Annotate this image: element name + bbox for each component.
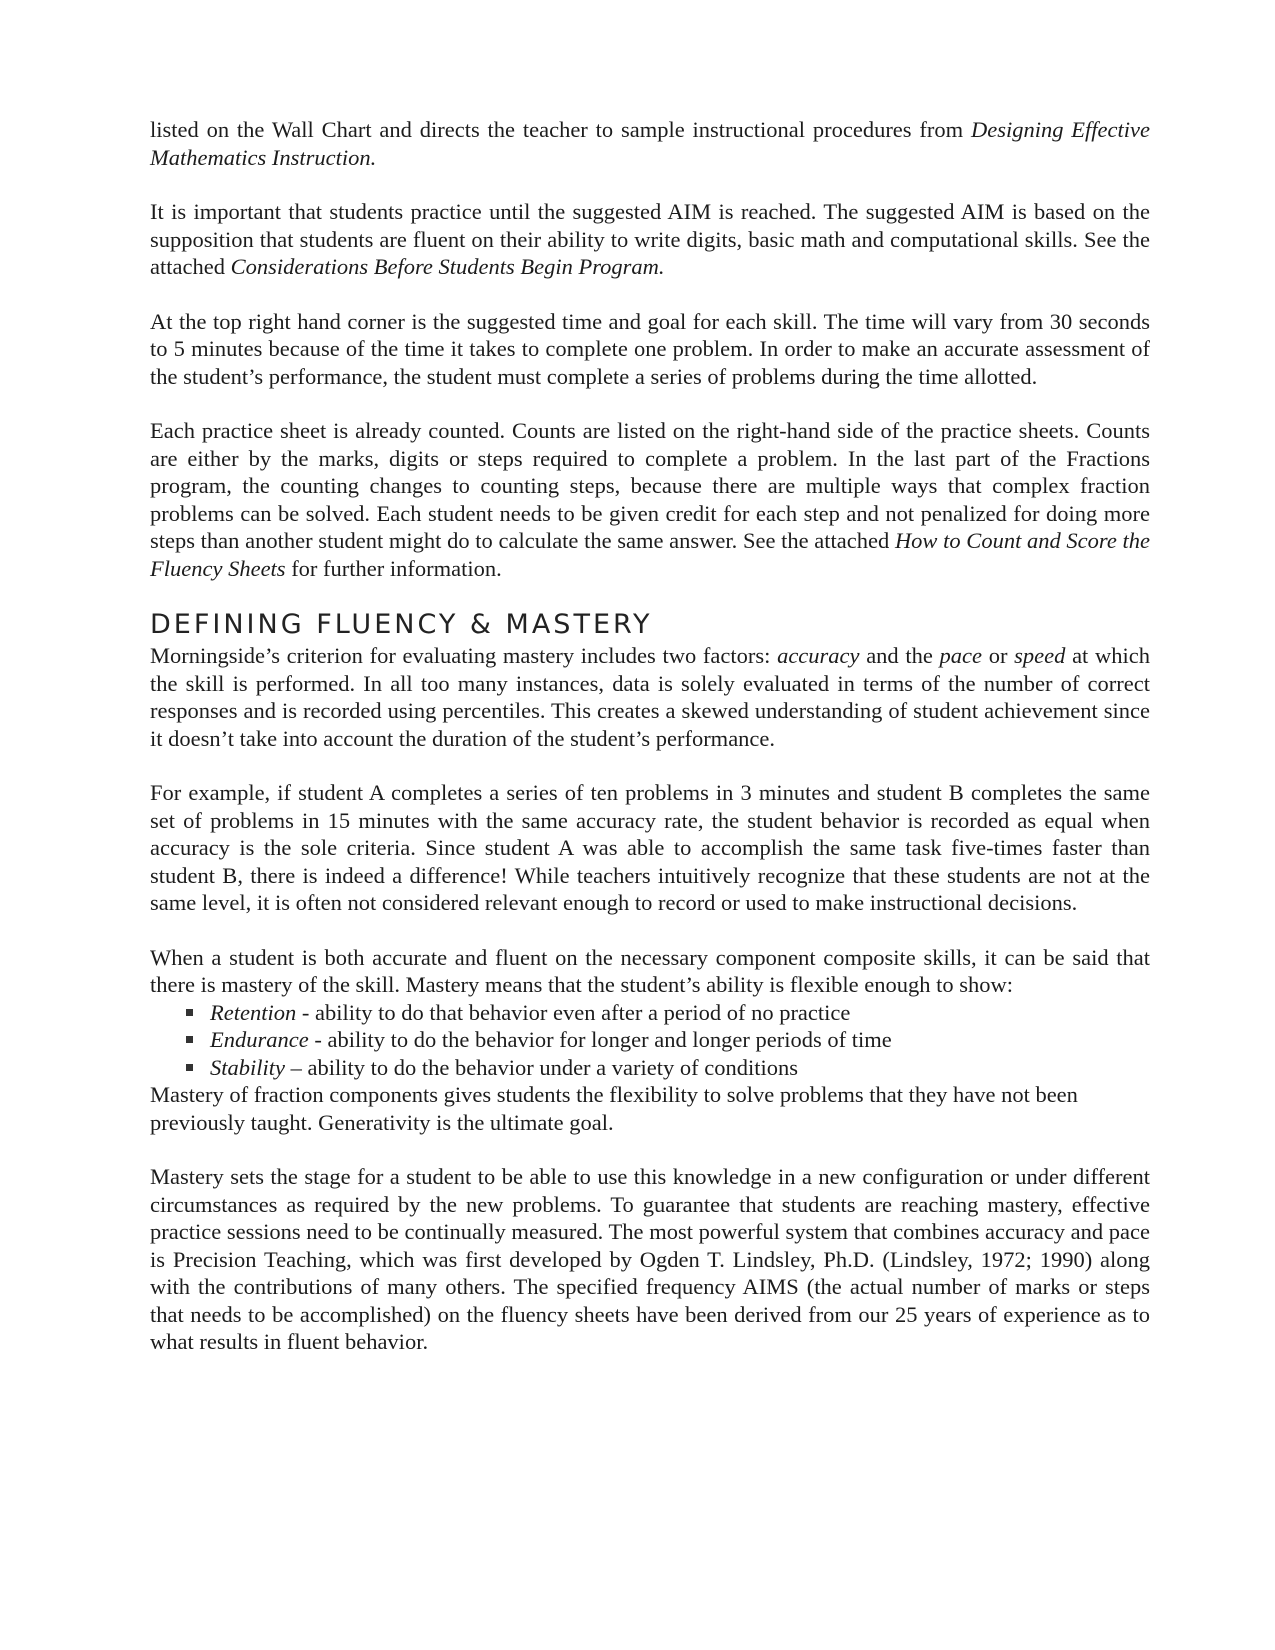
bullet-text: - ability to do the behavior for longer and longer periods of time <box>308 1027 892 1052</box>
bullet-term: Retention <box>210 999 297 1025</box>
text-run: listed on the Wall Chart and directs the teacher to sample instructional procedures from <box>150 117 971 142</box>
list-item <box>210 1026 1150 1054</box>
paragraph-time-and-goal <box>150 308 1150 391</box>
text-run: and the <box>859 643 940 668</box>
term-emphasis: speed <box>1014 643 1066 668</box>
text-run: At the top right hand corner is the suggested time and goal for each skill. The time will vary from 30 seconds to 5 minutes because of the time it takes to complete one problem. In order to make an accurate assessment of the student’s performance, the student must complete a series of problems during the time allotted. <box>150 308 1150 389</box>
reference-title-emphasis: Considerations Before Students Begin Program. <box>230 254 665 279</box>
list-item <box>210 999 1150 1027</box>
text-run: at which the skill is performed. In all too many instances, data is solely evaluated in terms of the number of correct responses and is recorded using percentiles. This creates a skewed understanding of student achievement since it doesn’t take into account the duration of the student’s performance. <box>150 643 1150 751</box>
text-run: Mastery sets the stage for a student to be able to use this knowledge in a new configuration or under different circumstances as required by the new problems. To guarantee that students are reaching mastery, effective practice sessions need to be continually measured. The most powerful system that combines accuracy and pace is Precision Teaching, which was first developed by Ogden T. Lindsley, Ph.D. (Lindsley, 1972; 1990) along with the contributions of many others. The specified frequency AIMS (the actual number of marks or steps that needs to be accomplished) on the fluency sheets have been derived from our 25 years of experience as to what results in fluent behavior. <box>150 1164 1150 1354</box>
term-emphasis: pace <box>939 643 983 668</box>
paragraph-example <box>150 779 1150 917</box>
paragraph-mastery-definition <box>150 944 1150 999</box>
text-run: or <box>982 643 1015 668</box>
text-run: For example, if student A completes a series of ten problems in 3 minutes and student B completes the same set of problems in 15 minutes with the same accuracy rate, the student behavior is recorded as equal when accuracy is the sole criteria. Since student A was able to accomplish the same task five-times faster than student B, there is indeed a difference! While teachers intuitively recognize that these students are not at the same level, it is often not considered relevant enough to record or used to make instructional decisions. <box>150 780 1150 915</box>
bullet-text: – ability to do the behavior under a variety of conditions <box>285 1054 798 1080</box>
text-run: It is important that students practice until the suggested AIM is reached. The suggested AIM is based on the supposition that students are fluent on their ability to write digits, basic math and computational skills. See the attached <box>150 199 1150 279</box>
paragraph-practice-sheet-counts <box>150 417 1150 582</box>
paragraph-wall-chart <box>150 116 1150 171</box>
list-item <box>210 1054 1150 1082</box>
paragraph-mastery-criterion <box>150 642 1150 752</box>
section-heading: DEFINING FLUENCY & MASTERY <box>150 609 653 640</box>
paragraph-generativity <box>150 1081 1150 1136</box>
bullet-text: - ability to do that behavior even after a period of no practice <box>296 999 851 1025</box>
paragraph-precision-teaching <box>150 1163 1150 1356</box>
square-bullet-icon <box>186 1064 193 1071</box>
bullet-term: Endurance <box>210 1027 309 1052</box>
square-bullet-icon <box>186 1036 193 1043</box>
bullet-term: Stability <box>210 1054 285 1080</box>
text-run: for further information. <box>285 555 502 581</box>
document-page <box>150 116 1150 1356</box>
text-run: When a student is both accurate and fluent on the necessary component composite skills, it can be said that there is mastery of the skill. Mastery means that the student’s ability is flexible enough to show: <box>150 944 1150 997</box>
reference-title-emphasis: How to Count and Score the Fluency Sheets <box>150 528 1150 581</box>
mastery-bullet-list <box>150 999 1150 1082</box>
square-bullet-icon <box>186 1009 193 1016</box>
term-emphasis: accuracy <box>777 643 860 668</box>
text-run: Mastery of fraction components gives students the flexibility to solve problems that they have not been previously taught. Generativity is the ultimate goal. <box>150 1082 1078 1135</box>
paragraph-suggested-aim <box>150 198 1150 281</box>
text-run: Morningside’s criterion for evaluating mastery includes two factors: <box>150 643 778 668</box>
text-run: Each practice sheet is already counted. Counts are listed on the right-hand side of the practice sheets. Counts are either by the marks, digits or steps required to complete a problem. In the last part of the Fractions program, the counting changes to counting steps, because there are multiple ways that complex fraction problems can be solved. Each student needs to be given credit for each step and not penalized for doing more steps than another student might do to calculate the same answer. See the attached <box>150 418 1150 553</box>
book-title-emphasis: Designing Effective Mathematics Instruction. <box>150 117 1150 170</box>
